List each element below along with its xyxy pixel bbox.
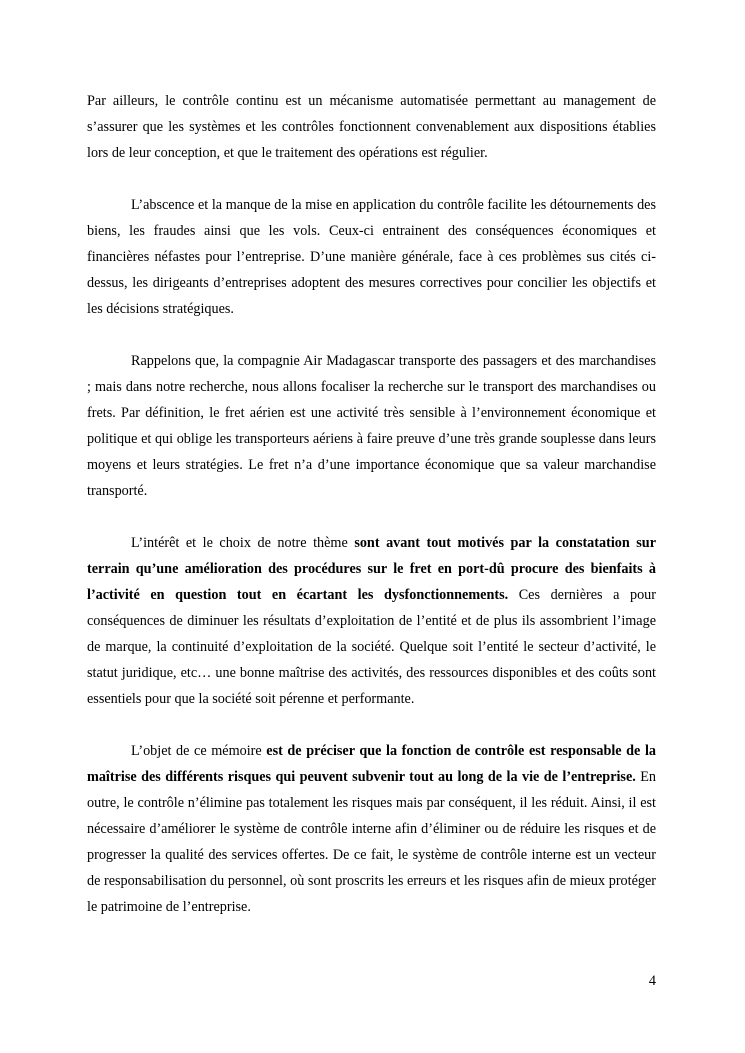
paragraph-tail-text: Ces dernières a pour conséquences de diminuer les résultats d’exploitation de l’entité et de plus ils assombrient l’image de marque, la continuité d’exploitation de la société. Quelque soit l’entité le secteur d’activité, le statut juridique, etc… une bonne maîtrise des activités, des ressources disponibles et des coûts sont essentiels pour que la société soit pérenne et performante. xyxy=(87,587,657,707)
paragraph-thesis-objective xyxy=(87,738,656,920)
paragraph-emphasis-text: sont avant tout motivés par la constatation sur terrain qu’une amélioration des procédures sur le fret en port-dû procure des bienfaits à l’activité en question tout en écartant les dysfonctionnements. xyxy=(87,535,656,603)
paragraph-emphasis-text: est de préciser que la fonction de contrôle est responsable de la maîtrise des différents risques qui peuvent subvenir tout au long de la vie de l’entreprise. xyxy=(87,743,656,785)
paragraph-text: Rappelons que, la compagnie Air Madagascar transporte des passagers et des marchandises ; mais dans notre recherche, nous allons focaliser la recherche sur le transport des marchandises ou frets. Par définition, le fret aérien est une activité très sensible à l’environnement économique et politique et qui oblige les transporteurs aériens à faire preuve d’une très grande souplesse dans leurs moyens et leurs stratégies. Le fret n’a d’une importance économique que sa valeur marchandise transporté. xyxy=(87,353,656,499)
paragraph-theme-choice xyxy=(87,530,656,712)
paragraph-control-absence xyxy=(87,192,656,322)
paragraph-air-madagascar xyxy=(87,348,656,504)
paragraph-continuous-control xyxy=(87,88,656,166)
paragraph-tail-text: En outre, le contrôle n’élimine pas totalement les risques mais par conséquent, il les réduit. Ainsi, il est nécessaire d’améliorer le système de contrôle interne afin d’éliminer ou de réduire les risques et de progresser la qualité des services offertes. De ce fait, le système de contrôle interne est un vecteur de responsabilisation du personnel, où sont proscrits les erreurs et les risques afin de mieux protéger le patrimoine de l’entreprise. xyxy=(87,769,657,915)
paragraph-text: L’abscence et la manque de la mise en application du contrôle facilite les détournements des biens, les fraudes ainsi que les vols. Ceux-ci entrainent des conséquences économiques et financières néfastes pour l’entreprise. D’une manière générale, face à ces problèmes sus cités ci-dessus, les dirigeants d’entreprises adoptent des mesures correctives pour concilier les objectifs et les décisions stratégiques. xyxy=(87,197,656,317)
paragraph-lead-text: L’objet de ce mémoire xyxy=(131,743,267,759)
paragraph-lead-text: L’intérêt et le choix de notre thème xyxy=(131,535,355,551)
page-number: 4 xyxy=(648,973,656,989)
paragraph-text: Par ailleurs, le contrôle continu est un mécanisme automatisée permettant au management de s’assurer que les systèmes et les contrôles fonctionnent convenablement aux dispositions établies lors de leur conception, et que le traitement des opérations est régulier. xyxy=(87,93,656,161)
page-body xyxy=(87,88,656,920)
